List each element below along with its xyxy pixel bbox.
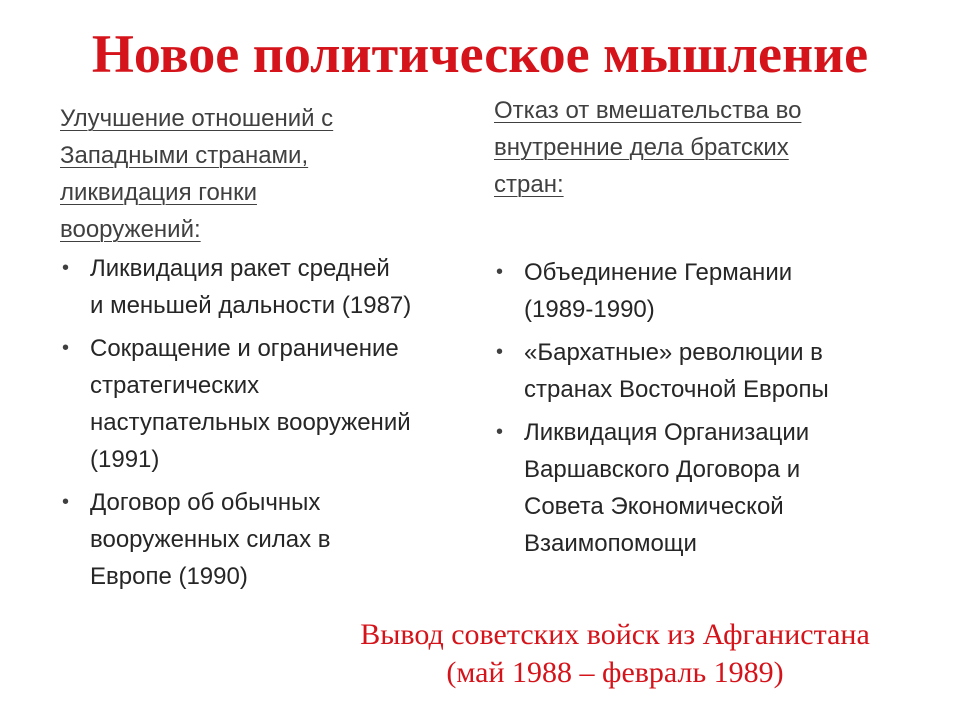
list-item-line: «Бархатные» революции в xyxy=(524,339,823,366)
list-item xyxy=(60,250,480,324)
left-bullet-list xyxy=(60,250,480,595)
list-item-line: вооруженных силах в xyxy=(90,526,331,553)
left-column-heading xyxy=(60,100,390,248)
list-item-line: Совета Экономической xyxy=(524,493,784,520)
list-item-line: Ликвидация Организации xyxy=(524,419,810,446)
left-column xyxy=(60,100,480,601)
list-item xyxy=(494,414,914,562)
footer-line: Вывод советских войск из Афганистана xyxy=(360,618,870,651)
slide-title: Новое политическое мышление xyxy=(91,24,869,84)
list-item xyxy=(494,254,914,328)
list-item xyxy=(60,484,480,595)
bullet-icon: • xyxy=(496,341,504,363)
list-item xyxy=(60,330,480,478)
bullet-icon: • xyxy=(496,261,504,283)
bullet-icon: • xyxy=(62,257,70,279)
list-item-line: Объединение Германии xyxy=(524,259,793,286)
list-item-line: Ликвидация ракет средней xyxy=(90,255,390,282)
right-column-heading xyxy=(494,92,884,203)
heading-line: вооружений: xyxy=(60,216,201,243)
bullet-icon: • xyxy=(62,491,70,513)
list-item-line: Взаимопомощи xyxy=(524,530,697,557)
right-column xyxy=(494,92,914,568)
list-item-line: наступательных вооружений xyxy=(90,409,411,436)
list-item-line: Договор об обычных xyxy=(90,489,321,516)
list-item-line: Сокращение и ограничение xyxy=(90,335,399,362)
right-bullet-list xyxy=(494,254,914,562)
list-item-line: и меньшей дальности (1987) xyxy=(90,292,412,319)
heading-line: Западными странами, xyxy=(60,142,309,169)
footer-line: (май 1988 – февраль 1989) xyxy=(446,656,784,689)
list-item-line: странах Восточной Европы xyxy=(524,376,829,403)
heading-line: ликвидация гонки xyxy=(60,179,257,206)
bullet-icon: • xyxy=(496,421,504,443)
heading-line: Улучшение отношений с xyxy=(60,105,334,132)
list-item-line: (1989-1990) xyxy=(524,296,655,323)
heading-line: внутренние дела братских xyxy=(494,134,789,161)
list-item xyxy=(494,334,914,408)
list-item-line: (1991) xyxy=(90,446,160,473)
list-item-line: стратегических xyxy=(90,372,260,399)
bullet-icon: • xyxy=(62,337,70,359)
list-item-line: Европе (1990) xyxy=(90,563,248,590)
heading-line: Отказ от вмешательства во xyxy=(494,97,802,124)
list-item-line: Варшавского Договора и xyxy=(524,456,801,483)
footer-note xyxy=(270,616,960,692)
heading-line: стран: xyxy=(494,171,564,198)
